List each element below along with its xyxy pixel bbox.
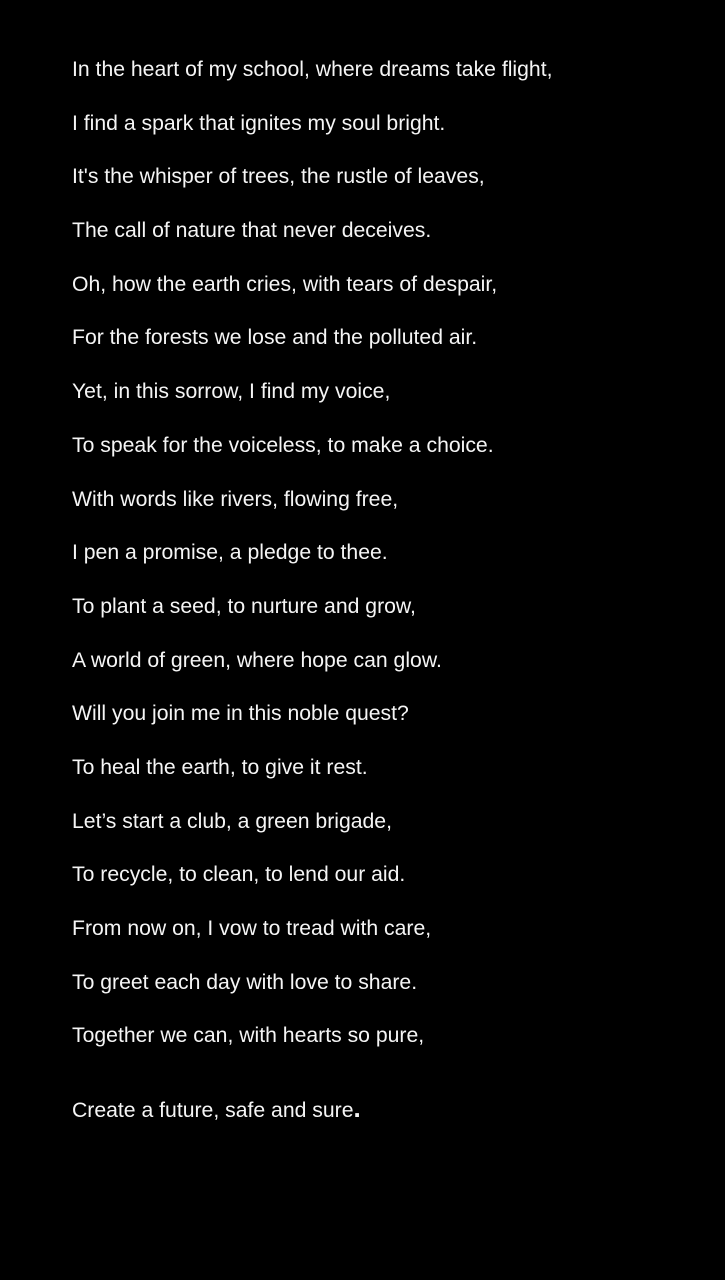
- poem-line: I pen a promise, a pledge to thee.: [72, 541, 388, 565]
- poem-line: For the forests we lose and the polluted air.: [72, 326, 478, 350]
- poem-line: Oh, how the earth cries, with tears of despair,: [72, 272, 498, 296]
- poem-line: To greet each day with love to share.: [72, 970, 418, 994]
- poem-line: It's the whisper of trees, the rustle of leaves,: [72, 165, 485, 189]
- poem-line: Together we can, with hearts so pure,: [72, 1024, 425, 1048]
- poem-final-line: [72, 1095, 553, 1149]
- poem-line: With words like rivers, flowing free,: [72, 487, 399, 511]
- poem-line: Will you join me in this noble quest?: [72, 702, 409, 726]
- poem-text: [72, 57, 553, 1149]
- poem-line: To heal the earth, to give it rest.: [72, 755, 368, 779]
- poem-line: Let’s start a club, a green brigade,: [72, 809, 392, 833]
- poem-line: Yet, in this sorrow, I find my voice,: [72, 380, 391, 404]
- poem-line: To plant a seed, to nurture and grow,: [72, 594, 416, 618]
- poem-line: From now on, I vow to tread with care,: [72, 917, 432, 940]
- poem-line: A world of green, where hope can glow.: [72, 648, 442, 672]
- poem-line: To recycle, to clean, to lend our aid.: [72, 863, 406, 887]
- poem-line: The call of nature that never deceives.: [72, 219, 432, 243]
- poem-line: I find a spark that ignites my soul bright.: [72, 111, 446, 135]
- final-period: .: [353, 1093, 361, 1124]
- poem-line: In the heart of my school, where dreams take flight,: [72, 58, 553, 81]
- poem-line-text: Create a future, safe and sure: [72, 1099, 354, 1123]
- poem-line: To speak for the voiceless, to make a choice.: [72, 433, 494, 457]
